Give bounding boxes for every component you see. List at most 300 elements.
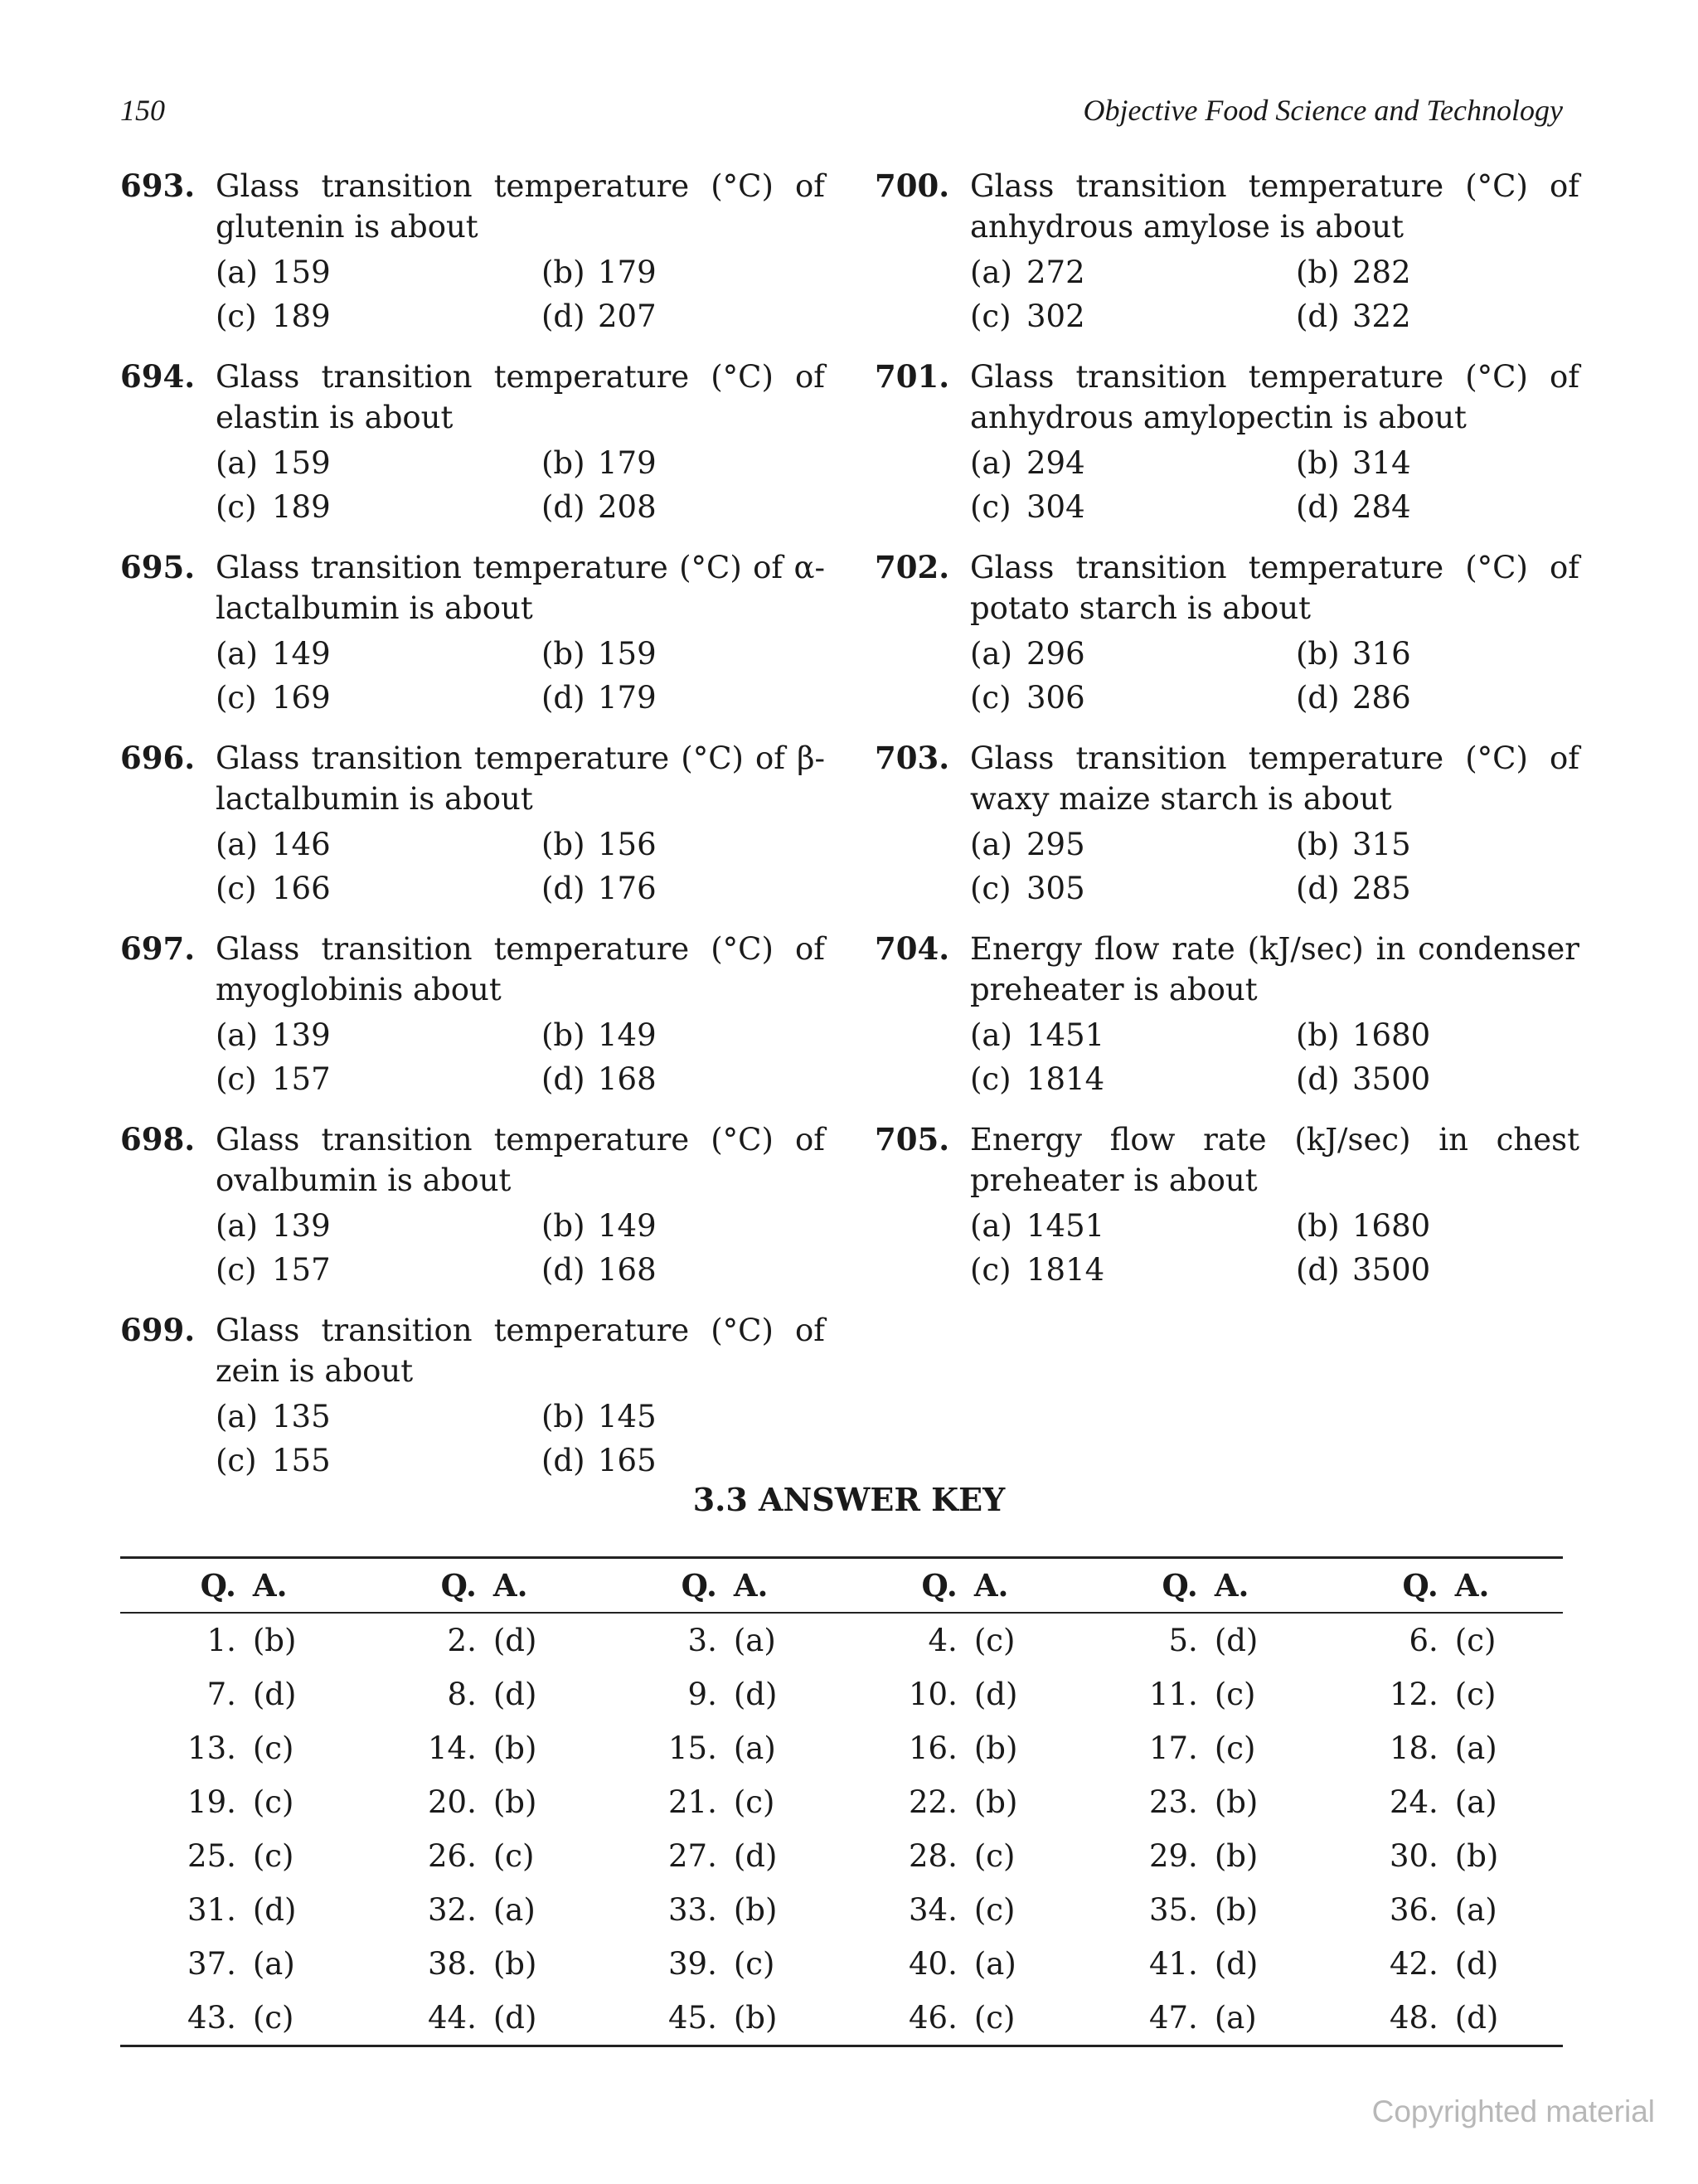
question-number-cell: 18.	[1389, 1730, 1438, 1766]
table-row	[120, 1613, 1563, 1667]
column-header-question: Q.	[1402, 1567, 1438, 1604]
option-value: 146	[272, 827, 331, 862]
question-number-cell: 5.	[1168, 1623, 1198, 1658]
option-item	[216, 1013, 541, 1057]
answer-cell: (c)	[733, 1784, 775, 1820]
question-number-cell: 33.	[668, 1892, 717, 1928]
option-value: 1451	[1026, 1017, 1105, 1053]
option-label: (b)	[541, 1208, 585, 1244]
option-label: (d)	[1296, 1061, 1340, 1097]
question-number-cell: 3.	[687, 1623, 717, 1658]
option-value: 282	[1352, 255, 1411, 290]
options-grid	[970, 1204, 1579, 1292]
option-value: 179	[598, 680, 657, 716]
option-item	[216, 1057, 541, 1101]
option-label: (d)	[541, 1061, 585, 1097]
option-value: 165	[598, 1443, 657, 1478]
option-label: (b)	[1296, 255, 1340, 290]
answer-cell: (d)	[492, 1677, 537, 1712]
option-item	[216, 632, 541, 676]
table-row	[120, 1883, 1563, 1937]
option-value: 139	[272, 1017, 331, 1053]
question-text: Glass transition temperature (°C) of ovalbumin is about	[216, 1122, 825, 1198]
question-item	[120, 738, 825, 910]
option-value: 316	[1352, 636, 1411, 672]
answer-cell: (c)	[252, 1730, 294, 1766]
option-label: (a)	[970, 1017, 1012, 1053]
answer-cell: (b)	[492, 1730, 537, 1766]
option-value: 1451	[1026, 1208, 1105, 1244]
options-grid	[216, 632, 825, 720]
answer-cell: (b)	[492, 1946, 537, 1982]
option-label: (a)	[970, 445, 1012, 481]
question-number-cell: 23.	[1148, 1784, 1198, 1820]
option-item	[216, 441, 541, 485]
option-value: 135	[272, 1399, 331, 1434]
answer-cell: (b)	[733, 1892, 778, 1928]
question-text: Glass transition temperature (°C) of elastin is about	[216, 359, 825, 435]
option-label: (c)	[970, 298, 1012, 334]
option-item	[216, 294, 541, 338]
question-number-cell: 9.	[687, 1677, 717, 1712]
answer-cell: (c)	[973, 1838, 1016, 1874]
answer-cell: (d)	[1454, 2000, 1499, 2036]
option-item	[1296, 1248, 1622, 1292]
option-label: (c)	[970, 1252, 1012, 1288]
answer-cell: (c)	[973, 1623, 1016, 1658]
option-label: (d)	[1296, 680, 1340, 716]
question-number: 701.	[875, 358, 950, 395]
option-item	[970, 823, 1296, 866]
option-label: (a)	[216, 1017, 258, 1053]
answer-cell: (c)	[252, 1838, 294, 1874]
option-label: (c)	[216, 680, 257, 716]
question-number-cell: 46.	[908, 2000, 958, 2036]
option-value: 179	[598, 445, 657, 481]
option-value: 302	[1026, 298, 1085, 334]
option-label: (d)	[1296, 871, 1340, 906]
option-label: (b)	[1296, 827, 1340, 862]
option-item	[541, 250, 867, 294]
column-header-question: Q.	[200, 1567, 236, 1604]
question-number-cell: 32.	[428, 1892, 477, 1928]
question-item	[120, 357, 825, 529]
question-number: 700.	[875, 167, 950, 204]
answer-cell: (c)	[733, 1946, 775, 1982]
options-grid	[216, 823, 825, 910]
question-number-cell: 29.	[1148, 1838, 1198, 1874]
question-number-cell: 26.	[428, 1838, 477, 1874]
question-item	[120, 166, 825, 338]
column-header-question: Q.	[681, 1567, 717, 1604]
question-number-cell: 10.	[908, 1677, 958, 1712]
copyright-watermark: Copyrighted material	[1371, 2094, 1655, 2128]
table-row	[120, 1937, 1563, 1991]
question-number-cell: 34.	[908, 1892, 958, 1928]
question-number-cell: 25.	[187, 1838, 236, 1874]
answer-cell: (c)	[1214, 1677, 1256, 1712]
option-value: 322	[1352, 298, 1411, 334]
option-label: (d)	[541, 489, 585, 525]
options-grid	[970, 632, 1579, 720]
option-item	[970, 1057, 1296, 1101]
option-value: 207	[598, 298, 657, 334]
option-value: 189	[272, 298, 331, 334]
table-row	[120, 1721, 1563, 1775]
question-number: 697.	[120, 930, 196, 967]
answer-cell: (c)	[1454, 1677, 1497, 1712]
question-text: Glass transition temperature (°C) of zein is about	[216, 1313, 825, 1389]
option-label: (c)	[216, 1061, 257, 1097]
question-item	[120, 1119, 825, 1292]
answer-cell: (a)	[733, 1730, 776, 1766]
option-value: 3500	[1352, 1252, 1431, 1288]
table-row	[120, 1829, 1563, 1883]
option-item	[1296, 1057, 1622, 1101]
option-label: (b)	[541, 636, 585, 672]
question-item	[120, 1310, 825, 1483]
answer-cell: (b)	[973, 1784, 1018, 1820]
answer-cell: (a)	[1454, 1784, 1497, 1820]
book-title: Objective Food Science and Technology	[1083, 94, 1563, 127]
option-value: 286	[1352, 680, 1411, 716]
answer-cell: (b)	[1214, 1838, 1259, 1874]
option-label: (b)	[1296, 1208, 1340, 1244]
option-label: (c)	[216, 871, 257, 906]
question-text: Glass transition temperature (°C) of α-lactalbumin is about	[216, 550, 825, 626]
option-item	[216, 1439, 541, 1483]
table-row	[120, 1991, 1563, 2046]
options-grid	[216, 1395, 825, 1483]
question-number: 694.	[120, 358, 196, 395]
question-number-cell: 21.	[668, 1784, 717, 1820]
question-number-cell: 20.	[428, 1784, 477, 1820]
option-label: (a)	[216, 255, 258, 290]
options-grid	[216, 250, 825, 338]
question-number-cell: 31.	[187, 1892, 236, 1928]
question-number-cell: 30.	[1389, 1838, 1438, 1874]
option-value: 3500	[1352, 1061, 1431, 1097]
answer-cell: (c)	[492, 1838, 535, 1874]
option-item	[216, 676, 541, 720]
question-number-cell: 41.	[1148, 1946, 1198, 1982]
option-value: 179	[598, 255, 657, 290]
answer-cell: (d)	[492, 1623, 537, 1658]
option-item	[1296, 441, 1622, 485]
question-number-cell: 38.	[428, 1946, 477, 1982]
question-number: 695.	[120, 549, 196, 585]
option-item	[970, 441, 1296, 485]
option-item	[1296, 632, 1622, 676]
column-header-answer: A.	[973, 1567, 1009, 1604]
option-label: (b)	[541, 1017, 585, 1053]
option-item	[541, 485, 867, 529]
option-label: (b)	[541, 445, 585, 481]
question-number-cell: 37.	[187, 1946, 236, 1982]
options-grid	[216, 441, 825, 529]
option-item	[541, 1204, 867, 1248]
column-header-answer: A.	[492, 1567, 528, 1604]
answer-cell: (c)	[973, 2000, 1016, 2036]
option-value: 168	[598, 1061, 657, 1097]
option-value: 1680	[1352, 1017, 1431, 1053]
answer-cell: (d)	[733, 1838, 778, 1874]
option-value: 149	[272, 636, 331, 672]
option-value: 169	[272, 680, 331, 716]
option-item	[216, 485, 541, 529]
question-number-cell: 1.	[206, 1623, 236, 1658]
options-grid	[216, 1204, 825, 1292]
option-value: 284	[1352, 489, 1411, 525]
option-label: (d)	[541, 1252, 585, 1288]
option-value: 1814	[1026, 1061, 1105, 1097]
option-item	[1296, 294, 1622, 338]
option-item	[970, 632, 1296, 676]
question-number: 705.	[875, 1121, 950, 1158]
column-header-answer: A.	[252, 1567, 288, 1604]
question-item	[875, 738, 1579, 910]
answer-cell: (c)	[1214, 1730, 1256, 1766]
question-number-cell: 4.	[928, 1623, 958, 1658]
option-item	[1296, 1204, 1622, 1248]
answer-cell: (b)	[1214, 1784, 1259, 1820]
answer-cell: (d)	[733, 1677, 778, 1712]
question-number-cell: 8.	[447, 1677, 477, 1712]
option-value: 1680	[1352, 1208, 1431, 1244]
question-text: Energy flow rate (kJ/sec) in condenser preheater is about	[970, 931, 1579, 1007]
option-label: (a)	[970, 255, 1012, 290]
option-value: 305	[1026, 871, 1085, 906]
option-item	[970, 250, 1296, 294]
question-text: Glass transition temperature (°C) of β-lactalbumin is about	[216, 740, 825, 817]
question-number-cell: 39.	[668, 1946, 717, 1982]
question-number-cell: 45.	[668, 2000, 717, 2036]
option-label: (c)	[216, 489, 257, 525]
option-value: 157	[272, 1252, 331, 1288]
question-text: Glass transition temperature (°C) of anhydrous amylopectin is about	[970, 359, 1579, 435]
option-label: (d)	[541, 1443, 585, 1478]
answer-cell: (d)	[1454, 1946, 1499, 1982]
option-item	[541, 1248, 867, 1292]
option-label: (c)	[970, 871, 1012, 906]
option-label: (a)	[970, 636, 1012, 672]
answer-cell: (a)	[1214, 2000, 1257, 2036]
column-header-answer: A.	[1214, 1567, 1249, 1604]
answer-cell: (b)	[973, 1730, 1018, 1766]
answer-key-table	[120, 1556, 1563, 2047]
option-item	[541, 632, 867, 676]
question-item	[875, 166, 1579, 338]
option-value: 306	[1026, 680, 1085, 716]
option-item	[1296, 676, 1622, 720]
answer-cell: (a)	[252, 1946, 295, 1982]
question-number-cell: 17.	[1148, 1730, 1198, 1766]
option-value: 176	[598, 871, 657, 906]
option-value: 159	[272, 445, 331, 481]
answer-cell: (a)	[733, 1623, 776, 1658]
question-item	[875, 357, 1579, 529]
question-number-cell: 11.	[1148, 1677, 1198, 1712]
option-item	[1296, 250, 1622, 294]
question-item	[875, 929, 1579, 1101]
option-value: 272	[1026, 255, 1085, 290]
options-grid	[970, 441, 1579, 529]
answer-cell: (d)	[1214, 1623, 1259, 1658]
answer-cell: (b)	[492, 1784, 537, 1820]
column-header-question: Q.	[921, 1567, 958, 1604]
option-item	[541, 294, 867, 338]
option-item	[970, 866, 1296, 910]
question-text: Glass transition temperature (°C) of myoglobinis about	[216, 931, 825, 1007]
question-number: 693.	[120, 167, 196, 204]
question-number-cell: 2.	[447, 1623, 477, 1658]
options-grid	[216, 1013, 825, 1101]
question-number-cell: 48.	[1389, 2000, 1438, 2036]
answer-cell: (c)	[252, 1784, 294, 1820]
option-value: 159	[598, 636, 657, 672]
option-item	[541, 1013, 867, 1057]
question-number: 698.	[120, 1121, 196, 1158]
option-value: 149	[598, 1017, 657, 1053]
option-item	[541, 823, 867, 866]
option-label: (b)	[1296, 1017, 1340, 1053]
question-number-cell: 27.	[668, 1838, 717, 1874]
option-value: 145	[598, 1399, 657, 1434]
option-item	[541, 676, 867, 720]
answer-cell: (d)	[252, 1892, 297, 1928]
section-title: 3.3 ANSWER KEY	[692, 1481, 1006, 1518]
question-item	[875, 547, 1579, 720]
option-value: 296	[1026, 636, 1085, 672]
option-item	[970, 485, 1296, 529]
table-row	[120, 1667, 1563, 1721]
question-text: Glass transition temperature (°C) of potato starch is about	[970, 550, 1579, 626]
table-row	[120, 1775, 1563, 1829]
question-text: Glass transition temperature (°C) of waxy maize starch is about	[970, 740, 1579, 817]
option-item	[541, 866, 867, 910]
option-item	[216, 250, 541, 294]
question-number-cell: 24.	[1389, 1784, 1438, 1820]
question-item	[875, 1119, 1579, 1292]
option-item	[1296, 823, 1622, 866]
answer-cell: (d)	[973, 1677, 1018, 1712]
option-value: 156	[598, 827, 657, 862]
option-value: 314	[1352, 445, 1411, 481]
option-label: (c)	[216, 1252, 257, 1288]
option-value: 208	[598, 489, 657, 525]
option-label: (d)	[1296, 298, 1340, 334]
column-header-question: Q.	[440, 1567, 477, 1604]
option-label: (a)	[216, 827, 258, 862]
option-item	[216, 1204, 541, 1248]
option-item	[1296, 485, 1622, 529]
option-value: 157	[272, 1061, 331, 1097]
question-number: 702.	[875, 549, 950, 585]
answer-key-header-row	[120, 1558, 1563, 1614]
answer-cell: (a)	[492, 1892, 536, 1928]
option-value: 315	[1352, 827, 1411, 862]
page-header	[120, 93, 1563, 134]
option-item	[541, 1057, 867, 1101]
option-value: 139	[272, 1208, 331, 1244]
question-number-cell: 7.	[206, 1677, 236, 1712]
answer-cell: (d)	[1214, 1946, 1259, 1982]
option-label: (d)	[541, 871, 585, 906]
option-item	[541, 1439, 867, 1483]
option-label: (d)	[1296, 489, 1340, 525]
option-label: (c)	[970, 1061, 1012, 1097]
option-value: 304	[1026, 489, 1085, 525]
question-number-cell: 13.	[187, 1730, 236, 1766]
option-label: (a)	[216, 445, 258, 481]
options-grid	[970, 250, 1579, 338]
question-number-cell: 12.	[1389, 1677, 1438, 1712]
option-item	[1296, 866, 1622, 910]
question-number: 703.	[875, 740, 950, 776]
question-text: Glass transition temperature (°C) of glutenin is about	[216, 168, 825, 245]
option-item	[541, 1395, 867, 1439]
question-number-cell: 22.	[908, 1784, 958, 1820]
option-label: (b)	[541, 255, 585, 290]
question-column-right	[875, 166, 1579, 1310]
option-label: (c)	[970, 680, 1012, 716]
answer-cell: (c)	[252, 2000, 294, 2036]
option-value: 166	[272, 871, 331, 906]
option-value: 149	[598, 1208, 657, 1244]
option-item	[216, 1395, 541, 1439]
option-label: (d)	[1296, 1252, 1340, 1288]
option-label: (c)	[216, 298, 257, 334]
option-label: (a)	[216, 636, 258, 672]
option-item	[216, 823, 541, 866]
answer-cell: (b)	[1454, 1838, 1499, 1874]
option-value: 159	[272, 255, 331, 290]
column-header-question: Q.	[1162, 1567, 1198, 1604]
option-value: 155	[272, 1443, 331, 1478]
answer-cell: (d)	[252, 1677, 297, 1712]
option-item	[970, 676, 1296, 720]
answer-cell: (d)	[492, 2000, 537, 2036]
question-number-cell: 36.	[1389, 1892, 1438, 1928]
question-text: Glass transition temperature (°C) of anhydrous amylose is about	[970, 168, 1579, 245]
option-item	[970, 1248, 1296, 1292]
answer-cell: (b)	[733, 2000, 778, 2036]
option-label: (b)	[1296, 445, 1340, 481]
column-header-answer: A.	[1454, 1567, 1490, 1604]
option-value: 295	[1026, 827, 1085, 862]
page-number: 150	[120, 94, 165, 127]
option-label: (b)	[541, 1399, 585, 1434]
option-label: (a)	[970, 827, 1012, 862]
question-number-cell: 47.	[1148, 2000, 1198, 2036]
option-value: 294	[1026, 445, 1085, 481]
question-number-cell: 19.	[187, 1784, 236, 1820]
question-text: Energy flow rate (kJ/sec) in chest preheater is about	[970, 1122, 1579, 1198]
option-value: 168	[598, 1252, 657, 1288]
option-item	[216, 1248, 541, 1292]
question-number-cell: 40.	[908, 1946, 958, 1982]
answer-cell: (a)	[973, 1946, 1016, 1982]
option-item	[970, 1204, 1296, 1248]
option-value: 285	[1352, 871, 1411, 906]
question-item	[120, 547, 825, 720]
answer-cell: (b)	[252, 1623, 297, 1658]
question-number-cell: 43.	[187, 2000, 236, 2036]
question-number: 696.	[120, 740, 196, 776]
option-item	[541, 441, 867, 485]
option-item	[1296, 1013, 1622, 1057]
option-label: (b)	[1296, 636, 1340, 672]
